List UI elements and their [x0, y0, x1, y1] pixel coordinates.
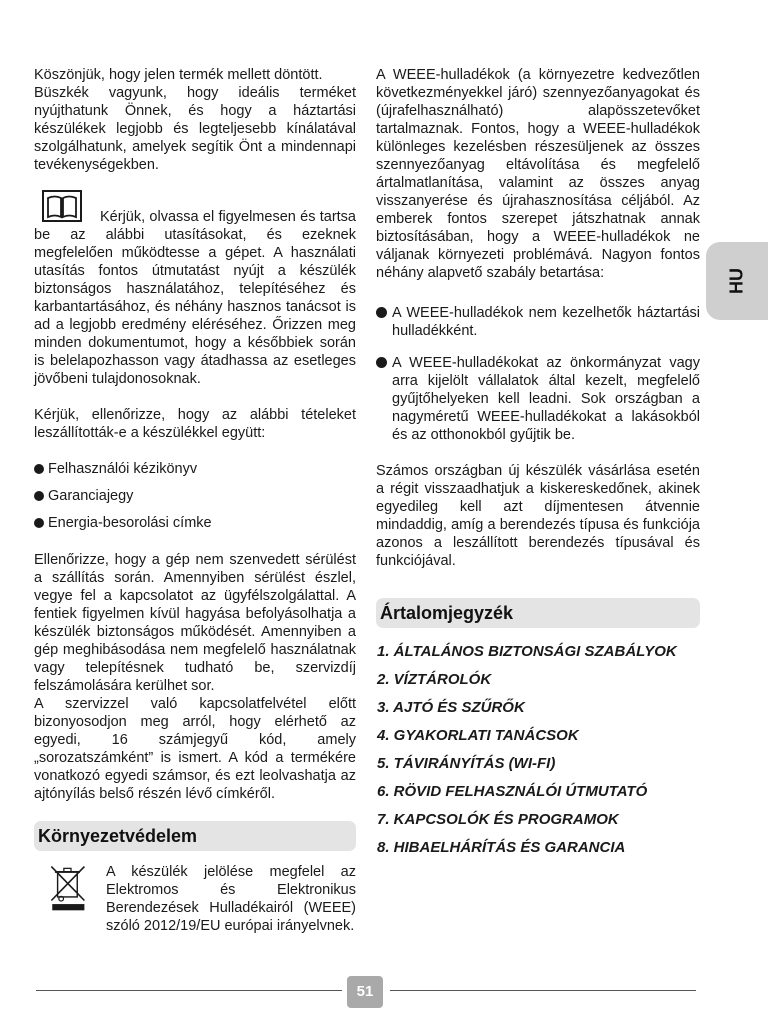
list-item: A WEEE-hulladékokat az önkormányzat vagy arra kijelölt vállalatok által kezelt, megfelelő gyűjtőhelyeken kell leadni. Sok országban a nagyméretű WEEE-hulladékokat a lakásokból és az otthonokból gyűjtik be. [376, 354, 700, 444]
toc-item: 2. VÍZTÁROLÓK [377, 671, 492, 688]
environment-heading: Környezetvédelem [34, 821, 356, 851]
list-item: Garanciajegy [34, 487, 356, 505]
weee-info-text: A WEEE-hulladékok (a környezetre kedvezőtlen következményekkel járó) szennyezőanyagokat és (újrafelhasználható) alapösszetevőket tartalmaznak. Fontos, hogy a WEEE-hulladékok különleges kezelésben részesüljenek az összes szennyezőanyag eltávolítása és megfelelő ártalmatlanítása, valamint az összes anyag visszanyerése és újrahasznosítása céljából. Az emberek fontos szerepet játszhatnak annak biztosításában, hogy a WEEE-hulladékok ne váljanak környezeti problémává. Nagyon fontos néhány alapvető szabály betartása: [376, 67, 700, 281]
service-code-text: A szervizzel való kapcsolatfelvétel előtt bizonyosodjon meg arról, hogy elérhető az egyedi, 16 számjegyű kód, amely „sorozatszámként” is ismert. A kód a termékére vonatkozó egyedi számsor, és ezt leolvashatja az ajtónyílás belső részén lévő címkéről. [34, 696, 356, 802]
toc-item: 1. ÁLTALÁNOS BIZTONSÁGI SZABÁLYOK [377, 643, 677, 660]
toc-item: 8. HIBAELHÁRÍTÁS ÉS GARANCIA [377, 839, 626, 856]
language-tab-label: HU [726, 268, 747, 294]
table-of-contents [376, 638, 700, 862]
read-instructions-text: Kérjük, olvassa el figyelmesen és tartsa be az alábbi utasításokat, és ezeknek megfelelően működtesse a gépet. A használati utasítás fontos útmutatást nyújt a készülék biztonságos használatához, telepítéséhez és karbantartásához, és néhány hasznos tanácsot is ad a legjobb eredmény eléréséhez. Őrizzen meg minden dokumentumot, hogy a későbbiek során is belelapozhasson vagy átadhassa az esetleges jövőbeni tulajdonosoknak. [34, 209, 356, 387]
toc-item: 5. TÁVIRÁNYÍTÁS (WI-FI) [377, 755, 556, 772]
intro-thanks: Köszönjük, hogy jelen termék mellett döntött. [34, 67, 323, 83]
page-number: 51 [347, 976, 383, 1008]
damage-check-text: Ellenőrizze, hogy a gép nem szenvedett sérülést a szállítás során. Amennyiben sérülést észlel, vegye fel a kapcsolatot az ügyfélszolgálattal. A fentiek figyelmen kívül hagyása befolyásolhatja a készülék biztonságos működését. Amennyiben a gép meghibásodása nem megfelelő használatnak vagy telepítésnek tudható be, szervizdíj felszámolására kerülhet sor. [34, 552, 356, 694]
weee-rules-list [376, 304, 700, 444]
toc-item: 6. RÖVID FELHASZNÁLÓI ÚTMUTATÓ [377, 783, 648, 800]
intro-proud: Büszkék vagyunk, hogy ideális terméket nyújthatunk Önnek, és hogy a háztartási készülékek legjobb és legteljesebb kínálatával szolgálhatunk, amelyek segítik Önt a mindennapi tevékenységekben. [34, 85, 356, 173]
right-column [376, 66, 700, 862]
list-item: A WEEE-hulladékok nem kezelhetők háztartási hulladékként. [376, 304, 700, 340]
bullet-dot [376, 307, 387, 318]
footer-rule-right [390, 990, 696, 991]
crossed-out-bin-icon [46, 863, 96, 913]
bullet-dot [34, 518, 44, 528]
delivered-items-list [34, 460, 356, 532]
toc-item: 4. GYAKORLATI TANÁCSOK [377, 727, 579, 744]
bullet-dot [34, 464, 44, 474]
bullet-dot [376, 357, 387, 368]
toc-item: 3. AJTÓ ÉS SZŰRŐK [377, 699, 525, 716]
bullet-dot [34, 491, 44, 501]
read-instructions-block [34, 196, 356, 388]
footer-rule-left [36, 990, 342, 991]
left-column [34, 66, 356, 935]
list-item: Energia-besorolási címke [34, 514, 356, 532]
check-items-text: Kérjük, ellenőrizze, hogy az alábbi tételeket leszállították-e a készülékkel együtt: [34, 407, 356, 441]
take-back-text: Számos országban új készülék vásárlása esetén a régit visszaadhatjuk a kiskereskedőnek, akinek egyedileg kell azt díjmentesen átvennie mindaddig, amíg a berendezés típusa és funkciója azonos a leszállított berendezés típusával és funkciójával. [376, 463, 700, 569]
language-tab [706, 242, 768, 320]
weee-directive-text: A készülék jelölése megfelel az Elektromos és Elektronikus Berendezések Hulladékairól (WEEE) szóló 2012/19/EU európai irányelvnek. [106, 864, 356, 934]
toc-heading: Ártalomjegyzék [376, 598, 700, 628]
toc-item: 7. KAPCSOLÓK ÉS PROGRAMOK [377, 811, 619, 828]
open-book-icon [42, 190, 82, 222]
list-item: Felhasználói kézikönyv [34, 460, 356, 478]
weee-block [34, 863, 356, 935]
